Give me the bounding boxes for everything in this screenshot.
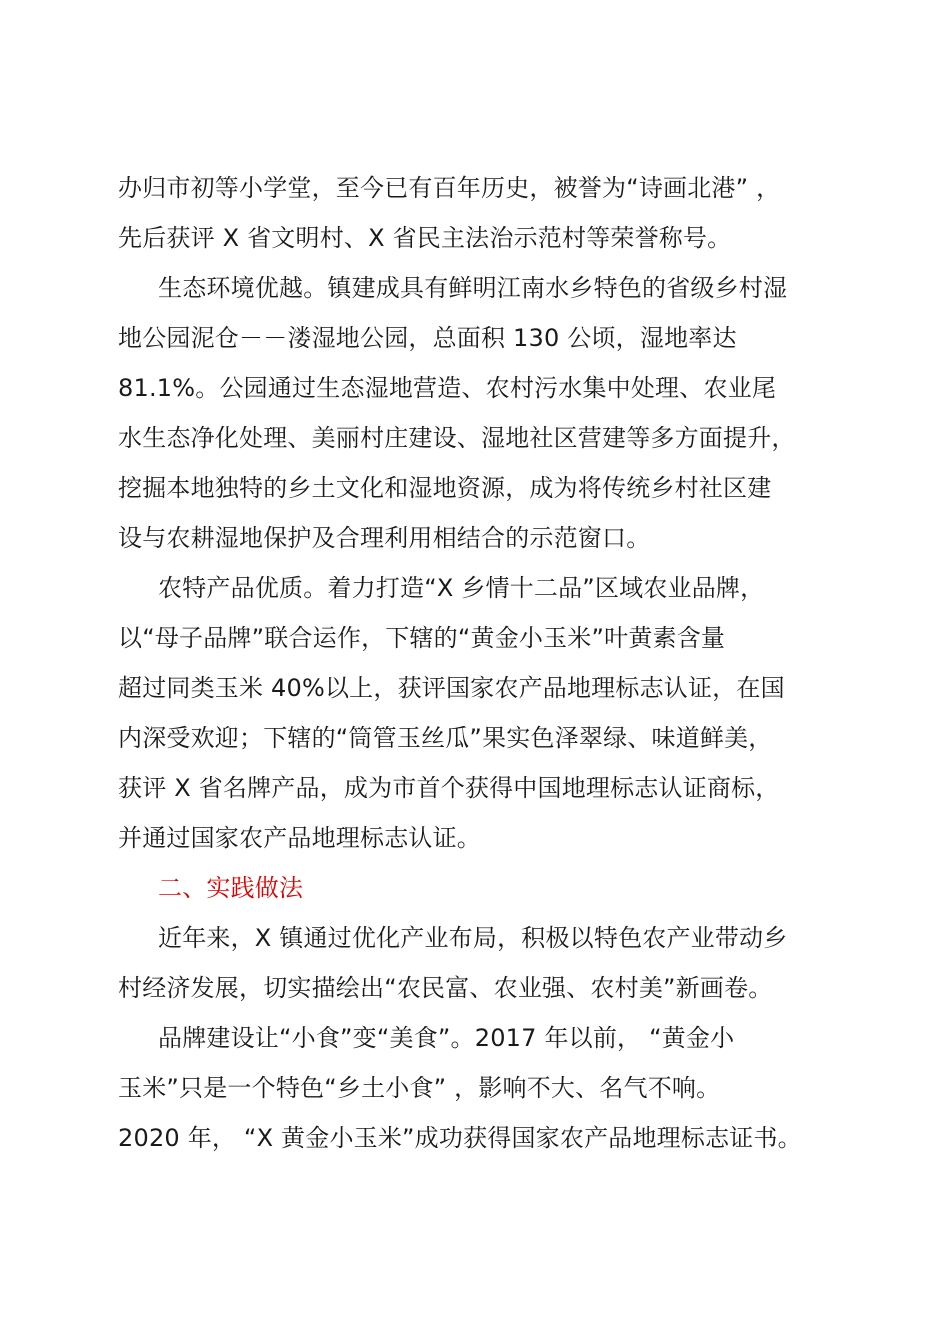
- paragraph-3-line-4: 内深受欢迎；下辖的“筒管玉丝瓜”果实色泽翠绿、味道鲜美，: [118, 724, 773, 752]
- paragraph-3-line-5: 获评 X 省名牌产品，成为市首个获得中国地理标志认证商标，: [118, 774, 780, 802]
- paragraph-2-line-3: 81.1%。公园通过生态湿地营造、农村污水集中处理、农业尾: [118, 374, 777, 402]
- paragraph-5-line-1: 品牌建设让“小食”变“美食”。2017 年以前， “黄金小: [158, 1024, 735, 1052]
- paragraph-1-line-2: 先后获评 X 省文明村、X 省民主法治示范村等荣誉称号。: [118, 224, 732, 252]
- paragraph-1-line-1: 办归市初等小学堂，至今已有百年历史，被誉为“诗画北港” ，: [118, 174, 781, 202]
- paragraph-5-line-3: 2020 年， “X 黄金小玉米”成功获得国家农产品地理标志证书。: [118, 1124, 802, 1152]
- paragraph-2-line-4: 水生态净化处理、美丽村庄建设、湿地社区营建等多方面提升，: [118, 424, 796, 452]
- paragraph-3-line-3: 超过同类玉米 40%以上，获评国家农产品地理标志认证，在国: [118, 674, 785, 702]
- paragraph-3-line-6: 并通过国家农产品地理标志认证。: [118, 824, 481, 852]
- paragraph-5-line-2: 玉米”只是一个特色“乡土小食” ，影响不大、名气不响。: [118, 1074, 721, 1102]
- paragraph-2-line-1: 生态环境优越。镇建成具有鲜明江南水乡特色的省级乡村湿: [158, 274, 788, 302]
- paragraph-2-line-6: 设与农耕湿地保护及合理利用相结合的示范窗口。: [118, 524, 651, 552]
- paragraph-4-line-1: 近年来，X 镇通过优化产业布局，积极以特色农产业带动乡: [158, 924, 788, 952]
- section-heading: 二、实践做法: [158, 874, 304, 902]
- paragraph-3-line-2: 以“母子品牌”联合运作，下辖的“黄金小玉米”叶黄素含量: [118, 624, 726, 652]
- paragraph-4-line-2: 村经济发展，切实描绘出“农民富、农业强、农村美”新画卷。: [118, 974, 773, 1002]
- paragraph-2-line-5: 挖掘本地独特的乡土文化和湿地资源，成为将传统乡村社区建: [118, 474, 772, 502]
- paragraph-2-line-2: 地公园泥仓－－溇湿地公园，总面积 130 公顷，湿地率达: [118, 324, 737, 352]
- paragraph-3-line-1: 农特产品优质。着力打造“X 乡情十二品”区域农业品牌，: [158, 574, 765, 602]
